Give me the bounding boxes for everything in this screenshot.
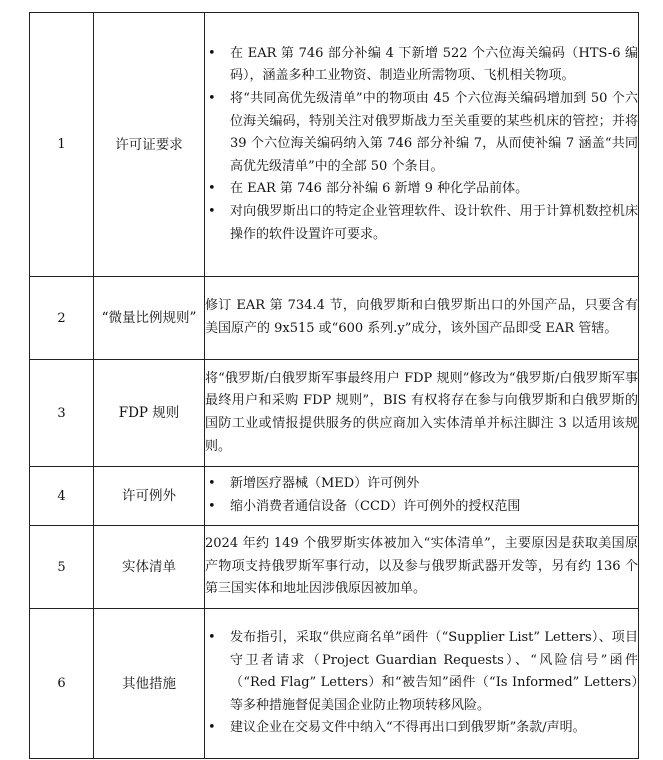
list-item: • 建议企业在交易文件中纳入“不得再出口到俄罗斯”条款/声明。	[205, 717, 638, 740]
bullet-icon: •	[208, 476, 216, 492]
row-text: 将“俄罗斯/白俄罗斯军事最终用户 FDP 规则”修改为“俄罗斯/白俄罗斯军事最终用户和采购 FDP 规则”，BIS 有权将存在参与向俄罗斯和白俄罗斯的国防工业或情报提供服务的供应商加入实体清单并标注脚注 3 以适用该规则。	[205, 370, 638, 454]
row-content	[205, 526, 639, 609]
table-row	[30, 13, 639, 277]
bullet-icon: •	[208, 499, 216, 514]
row-text: 修订 EAR 第 734.4 节，向俄罗斯和白俄罗斯出口的外国产品，只要含有美国原产的 9x515 或“600 系列.y”成分，该外国产品即受 EAR 管辖。	[205, 298, 638, 336]
row-content	[205, 13, 639, 277]
list-item: • 在 EAR 第 746 部分补编 4 下新增 522 个六位海关编码（HTS-6 编码），涵盖多种工业物资、制造业所需物项、飞机相关物项。	[205, 43, 638, 88]
table-row	[30, 360, 639, 467]
row-number: 1	[30, 13, 94, 277]
list-item: • 将“共同高优先级清单”中的物项由 45 个六位海关编码增加到 50 个六位海关编码，特别关注对俄罗斯战力至关重要的某些机床的管控；并将 39 个六位海关编码纳入第 746 部分补编 7，从而使补编 7 涵盖“共同高优先级清单”中的全部 50 个条目。	[205, 88, 638, 178]
row-category: 实体清单	[94, 526, 205, 609]
table-row	[30, 467, 639, 526]
table-row	[30, 277, 639, 360]
row-text: 2024 年约 149 个俄罗斯实体被加入“实体清单”，主要原因是获取美国原产物项支持俄罗斯军事行动，以及参与俄罗斯武器开发等，另有约 136 个第三国实体和地址因涉俄原因被加单。	[205, 536, 638, 597]
table-row	[30, 609, 639, 759]
list-item: • 新增医疗器械（MED）许可例外	[205, 473, 638, 496]
list-item: • 发布指引，采取“供应商名单”函件（“Supplier List” Letters）、项目守卫者请求（Project Guardian Requests）、“风险信号”函件（“Red Flag” Letters）和“被告知”函件（“Is Informed” Letters）等多种措施督促美国企业防止物项转移风险。	[205, 627, 638, 717]
bullet-icon: •	[208, 203, 216, 219]
bullet-icon: •	[208, 181, 216, 197]
row-number: 6	[30, 609, 94, 759]
row-number: 5	[30, 526, 94, 609]
list-item: • 在 EAR 第 746 部分补编 6 新增 9 种化学品前体。	[205, 178, 638, 201]
bullet-icon: •	[208, 630, 216, 646]
row-content	[205, 360, 639, 467]
row-category: “微量比例规则”	[94, 277, 205, 360]
row-number: 3	[30, 360, 94, 467]
row-category: FDP 规则	[94, 360, 205, 467]
row-category: 许可例外	[94, 467, 205, 526]
row-number: 4	[30, 467, 94, 526]
row-content	[205, 467, 639, 526]
row-number: 2	[30, 277, 94, 360]
row-content	[205, 277, 639, 360]
measures-table	[29, 12, 639, 759]
row-category: 其他措施	[94, 609, 205, 759]
bullet-icon: •	[208, 91, 216, 107]
list-item: • 缩小消费者通信设备（CCD）许可例外的授权范围	[205, 496, 638, 519]
row-content	[205, 609, 639, 759]
bullet-icon: •	[208, 720, 216, 736]
list-item: • 对向俄罗斯出口的特定企业管理软件、设计软件、用于计算机数控机床操作的软件设置许可要求。	[205, 201, 638, 246]
bullet-icon: •	[208, 45, 216, 61]
table-row	[30, 526, 639, 609]
row-category: 许可证要求	[94, 13, 205, 277]
